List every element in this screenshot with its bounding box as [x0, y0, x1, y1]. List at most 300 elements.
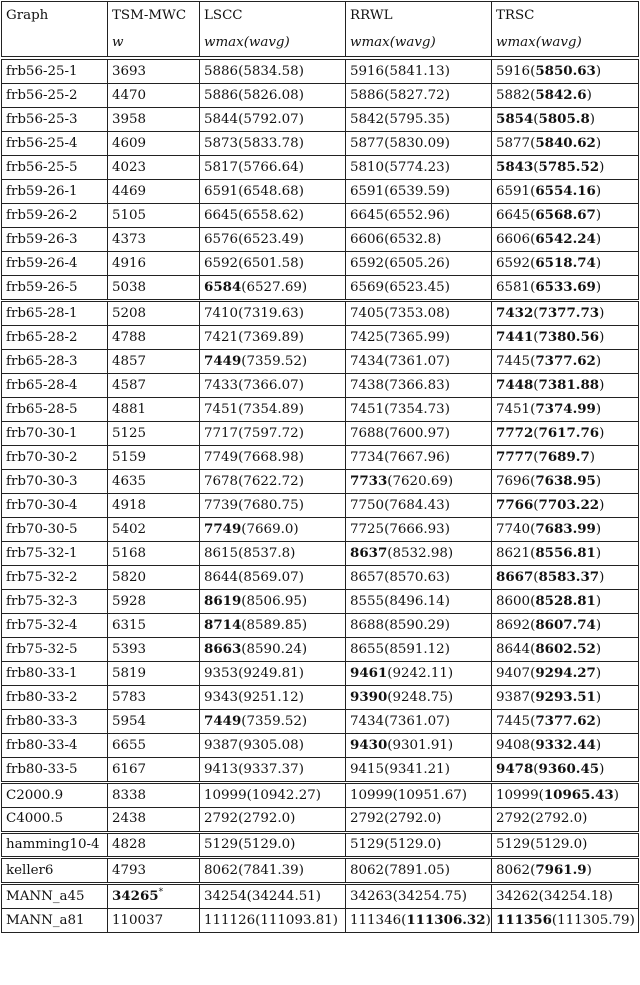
rrwl-max: 111346	[350, 913, 402, 929]
rrwl-max: 10999	[350, 787, 393, 803]
trsc-cell	[492, 832, 639, 858]
rrwl-max: 5877	[350, 135, 385, 151]
graph-name: frb56-25-2	[2, 84, 108, 108]
lscc-avg: 5834.58	[243, 63, 299, 79]
paren-close: )	[444, 353, 450, 369]
paren-open: (	[384, 425, 390, 441]
lscc-max: 7433	[204, 377, 239, 393]
graph-name: frb56-25-4	[2, 132, 108, 156]
lscc-avg: 7841.39	[243, 862, 299, 878]
paren-open: (	[533, 426, 539, 441]
lscc-avg: 7366.07	[243, 377, 299, 393]
paren-close: )	[447, 666, 454, 681]
rrwl-cell	[346, 108, 492, 132]
rrwl-cell	[346, 204, 492, 228]
lscc-max: 5844	[204, 111, 239, 127]
tsm-mwc-value: 4469	[112, 183, 147, 199]
trsc-max: 7451	[496, 402, 531, 417]
paren-open: (	[384, 63, 390, 79]
trsc-avg: 9294.27	[535, 665, 596, 681]
rrwl-avg: 9242.11	[392, 666, 448, 681]
paren-close: )	[301, 594, 308, 609]
table-row	[2, 909, 639, 933]
rrwl-avg: 9301.91	[392, 738, 448, 753]
tsm-mwc-value: 3693	[112, 63, 147, 79]
rrwl-max: 9461	[350, 665, 388, 681]
lscc-max: 111126	[204, 912, 256, 928]
rrwl-avg: 10951.67	[397, 787, 462, 803]
lscc-max: 2792	[204, 811, 239, 827]
trsc-max: 6645	[496, 208, 531, 223]
trsc-max: 2792	[496, 811, 531, 827]
trsc-cell	[492, 710, 639, 734]
table-row	[2, 758, 639, 783]
lscc-avg: 9305.08	[243, 737, 299, 753]
lscc-max: 9353	[204, 665, 239, 681]
trsc-max: 5916	[496, 64, 531, 79]
tsm-mwc-value: 4609	[112, 135, 147, 151]
lscc-max: 7749	[204, 449, 239, 465]
trsc-cell	[492, 276, 639, 301]
paren-close: )	[293, 522, 299, 537]
lscc-avg: 7669.0	[246, 522, 294, 537]
lscc-max: 8619	[204, 593, 242, 609]
paren-open: (	[384, 521, 390, 537]
rrwl-avg: 34254.75	[397, 888, 462, 904]
tsm-mwc-cell	[108, 156, 200, 180]
lscc-avg: 7359.52	[246, 714, 302, 729]
tsm-mwc-value: 2438	[112, 811, 147, 827]
rrwl-avg: 9341.21	[389, 761, 445, 777]
table-row	[2, 518, 639, 542]
paren-open: (	[238, 377, 244, 393]
paren-open: (	[238, 689, 244, 705]
trsc-cell	[492, 228, 639, 252]
tsm-mwc-cell	[108, 542, 200, 566]
rrwl-max: 7688	[350, 425, 385, 441]
header-tsm-mwc: TSM-MWC	[108, 2, 200, 30]
paren-open: (	[533, 330, 539, 345]
lscc-max: 6584	[204, 279, 242, 295]
header-lscc: LSCC	[200, 2, 346, 30]
lscc-cell	[200, 614, 346, 638]
graph-name: frb75-32-2	[2, 566, 108, 590]
table-row	[2, 446, 639, 470]
paren-open: (	[530, 256, 536, 271]
paren-close: )	[595, 184, 602, 199]
paren-close: )	[595, 136, 602, 151]
rrwl-avg: 2792.0	[389, 811, 437, 827]
rrwl-avg: 6523.45	[389, 279, 445, 295]
lscc-cell	[200, 686, 346, 710]
paren-close: )	[589, 112, 595, 127]
trsc-avg: 2792.0	[535, 811, 583, 827]
graph-name: frb80-33-3	[2, 710, 108, 734]
rrwl-avg: 8591.12	[389, 641, 445, 657]
paren-close: )	[290, 545, 296, 561]
rrwl-max: 34263	[350, 888, 393, 904]
paren-close: )	[595, 280, 602, 295]
paren-open: (	[384, 87, 390, 103]
paren-close: )	[298, 473, 304, 489]
trsc-avg: 7381.88	[538, 377, 600, 393]
paren-open: (	[384, 449, 390, 465]
paren-open: (	[530, 666, 536, 681]
graph-name: frb56-25-1	[2, 58, 108, 84]
paren-open: (	[384, 862, 390, 878]
tsm-mwc-cell	[108, 710, 200, 734]
trsc-avg: 7377.62	[535, 713, 596, 729]
tsm-mwc-cell	[108, 108, 200, 132]
rrwl-max: 7425	[350, 329, 385, 345]
paren-close: )	[485, 913, 491, 929]
tsm-mwc-value: 5038	[112, 279, 147, 295]
graph-name: frb65-28-2	[2, 326, 108, 350]
paren-close: )	[332, 912, 339, 928]
lscc-max: 5129	[204, 836, 239, 852]
paren-open: (	[538, 788, 544, 803]
tsm-mwc-cell	[108, 422, 200, 446]
lscc-cell	[200, 301, 346, 326]
trsc-cell	[492, 180, 639, 204]
paren-open: (	[387, 738, 393, 753]
tsm-mwc-value: 4470	[112, 87, 147, 103]
paren-open: (	[530, 714, 536, 729]
trsc-avg: 7683.99	[535, 521, 596, 537]
lscc-avg: 5792.07	[243, 111, 299, 127]
paren-open: (	[238, 207, 244, 223]
paren-open: (	[238, 862, 244, 878]
tsm-mwc-cell	[108, 858, 200, 884]
rrwl-avg: 8532.98	[392, 546, 448, 561]
paren-open: (	[384, 329, 390, 345]
lscc-avg: 5766.64	[243, 159, 299, 175]
tsm-mwc-cell	[108, 374, 200, 398]
lscc-avg: 6548.68	[243, 183, 299, 199]
paren-open: (	[384, 135, 390, 151]
trsc-max: 10999	[496, 788, 539, 803]
lscc-max: 5886	[204, 87, 239, 103]
rrwl-cell	[346, 590, 492, 614]
trsc-avg: 7703.22	[538, 497, 600, 513]
lscc-max: 6645	[204, 207, 239, 223]
trsc-max: 5877	[496, 136, 531, 151]
lscc-avg: 8590.24	[246, 642, 302, 657]
paren-close: )	[461, 787, 467, 803]
rrwl-avg: 6532.8	[389, 231, 437, 247]
paren-close: )	[444, 641, 450, 657]
lscc-cell	[200, 276, 346, 301]
paren-open: (	[238, 135, 244, 151]
rrwl-max: 6569	[350, 279, 385, 295]
trsc-avg: 10965.43	[543, 787, 614, 803]
tsm-mwc-cell	[108, 326, 200, 350]
table-row	[2, 350, 639, 374]
paren-open: (	[401, 913, 407, 929]
rrwl-max: 8555	[350, 593, 385, 609]
paren-close: )	[595, 714, 602, 729]
graph-name: MANN_a81	[2, 909, 108, 933]
lscc-avg: 7622.72	[243, 473, 299, 489]
paren-close: )	[444, 593, 450, 609]
paren-open: (	[533, 160, 539, 175]
tsm-mwc-value: 5168	[112, 545, 147, 561]
paren-close: )	[298, 231, 304, 247]
tsm-mwc-cell	[108, 132, 200, 156]
trsc-avg: 8602.52	[535, 641, 596, 657]
rrwl-avg: 6539.59	[389, 183, 445, 199]
graph-name: frb70-30-5	[2, 518, 108, 542]
paren-open: (	[241, 280, 247, 295]
paren-close: )	[461, 888, 467, 904]
trsc-max: 8692	[496, 618, 531, 633]
paren-open: (	[238, 329, 244, 345]
table-row	[2, 301, 639, 326]
paren-close: )	[595, 642, 602, 657]
rrwl-max: 5810	[350, 159, 385, 175]
paren-close: )	[444, 63, 450, 79]
rrwl-avg: 7684.43	[389, 497, 445, 513]
table-body	[2, 58, 639, 933]
paren-close: )	[586, 863, 592, 879]
rrwl-max: 2792	[350, 811, 385, 827]
rrwl-max: 7734	[350, 449, 385, 465]
lscc-cell	[200, 58, 346, 84]
rrwl-max: 7725	[350, 521, 385, 537]
tsm-mwc-value: 5105	[112, 207, 147, 223]
lscc-cell	[200, 156, 346, 180]
paren-open: (	[384, 183, 390, 199]
rrwl-cell	[346, 686, 492, 710]
paren-open: (	[530, 136, 536, 151]
tsm-mwc-value: 5820	[112, 569, 147, 585]
graph-name: frb59-26-1	[2, 180, 108, 204]
paren-open: (	[530, 863, 536, 879]
trsc-avg: 6533.69	[535, 279, 596, 295]
tsm-mwc-value: 5125	[112, 425, 147, 441]
trsc-max: 7740	[496, 522, 531, 537]
results-table	[1, 1, 639, 933]
tsm-mwc-cell	[108, 590, 200, 614]
paren-open: (	[241, 594, 247, 609]
trsc-avg: 5129.0	[535, 836, 583, 852]
trsc-cell	[492, 132, 639, 156]
paren-close: )	[447, 546, 454, 561]
trsc-max: 7772	[496, 425, 534, 441]
tsm-mwc-value: 6315	[112, 617, 147, 633]
lscc-cell	[200, 374, 346, 398]
paren-close: )	[599, 426, 605, 441]
subheader-lscc: wmax(wavg)	[200, 29, 346, 58]
tsm-mwc-cell	[108, 58, 200, 84]
tsm-mwc-value: 5208	[112, 305, 147, 321]
table-row	[2, 710, 639, 734]
paren-open: (	[246, 888, 252, 904]
table-row	[2, 84, 639, 108]
tsm-mwc-value: 34265	[112, 888, 159, 905]
rrwl-avg: 8590.29	[389, 617, 445, 633]
optimal-marker: *	[158, 887, 164, 898]
paren-close: )	[301, 354, 308, 369]
rrwl-max: 8062	[350, 862, 385, 878]
lscc-max: 7421	[204, 329, 239, 345]
table-row	[2, 590, 639, 614]
lscc-avg: 7680.75	[243, 497, 299, 513]
trsc-cell	[492, 58, 639, 84]
graph-name: frb80-33-4	[2, 734, 108, 758]
rrwl-avg: 7620.69	[392, 474, 448, 489]
table-row	[2, 614, 639, 638]
trsc-max: 9478	[496, 761, 534, 777]
lscc-avg: 8537.8	[243, 545, 291, 561]
trsc-cell	[492, 108, 639, 132]
paren-close: )	[586, 88, 592, 103]
rrwl-cell	[346, 758, 492, 783]
paren-close: )	[315, 787, 321, 803]
paren-open: (	[530, 354, 536, 369]
paren-close: )	[444, 862, 450, 878]
tsm-mwc-cell	[108, 84, 200, 108]
graph-name: frb70-30-1	[2, 422, 108, 446]
trsc-cell	[492, 783, 639, 808]
lscc-avg: 5826.08	[243, 87, 299, 103]
table-row	[2, 686, 639, 710]
paren-open: (	[387, 690, 393, 705]
paren-close: )	[444, 497, 450, 513]
paren-open: (	[530, 64, 536, 79]
lscc-avg: 9249.81	[243, 665, 299, 681]
lscc-max: 5886	[204, 63, 239, 79]
tsm-mwc-cell	[108, 494, 200, 518]
rrwl-max: 5129	[350, 836, 385, 852]
tsm-mwc-value: 4916	[112, 255, 147, 271]
lscc-cell	[200, 662, 346, 686]
trsc-cell	[492, 494, 639, 518]
lscc-avg: 7359.52	[246, 354, 302, 369]
trsc-cell	[492, 590, 639, 614]
rrwl-avg: 5774.23	[389, 159, 445, 175]
lscc-cell	[200, 180, 346, 204]
tsm-mwc-cell	[108, 204, 200, 228]
lscc-avg: 6558.62	[243, 207, 299, 223]
paren-open: (	[241, 714, 247, 729]
lscc-cell	[200, 494, 346, 518]
lscc-avg: 34244.51	[251, 888, 316, 904]
trsc-avg: 7380.56	[538, 329, 600, 345]
lscc-cell	[200, 108, 346, 132]
rrwl-cell	[346, 301, 492, 326]
graph-name: frb65-28-4	[2, 374, 108, 398]
lscc-cell	[200, 710, 346, 734]
lscc-max: 7739	[204, 497, 239, 513]
rrwl-avg: 5830.09	[389, 135, 445, 151]
paren-open: (	[238, 665, 244, 681]
trsc-avg: 7377.62	[535, 353, 596, 369]
paren-close: )	[315, 888, 321, 904]
lscc-max: 7449	[204, 713, 242, 729]
trsc-cell	[492, 204, 639, 228]
paren-open: (	[241, 642, 247, 657]
paren-close: )	[298, 449, 304, 465]
lscc-cell	[200, 326, 346, 350]
paren-close: )	[444, 377, 450, 393]
trsc-avg: 6518.74	[535, 255, 596, 271]
paren-open: (	[238, 836, 244, 852]
paren-close: )	[599, 378, 605, 393]
trsc-cell	[492, 758, 639, 783]
rrwl-cell	[346, 374, 492, 398]
paren-close: )	[301, 280, 308, 295]
lscc-cell	[200, 204, 346, 228]
paren-close: )	[298, 87, 304, 103]
tsm-mwc-cell	[108, 884, 200, 909]
graph-name: frb80-33-5	[2, 758, 108, 783]
paren-close: )	[298, 183, 304, 199]
lscc-max: 7749	[204, 521, 242, 537]
lscc-max: 6592	[204, 255, 239, 271]
lscc-cell	[200, 470, 346, 494]
tsm-mwc-cell	[108, 566, 200, 590]
paren-close: )	[447, 474, 454, 489]
paren-open: (	[387, 546, 393, 561]
rrwl-max: 6645	[350, 207, 385, 223]
trsc-avg: 8583.37	[538, 569, 600, 585]
table-row	[2, 858, 639, 884]
paren-open: (	[238, 255, 244, 271]
paren-open: (	[533, 112, 539, 127]
rrwl-max: 8688	[350, 617, 385, 633]
rrwl-cell	[346, 884, 492, 909]
graph-name: frb75-32-5	[2, 638, 108, 662]
rrwl-avg: 8496.14	[389, 593, 445, 609]
paren-open: (	[530, 280, 536, 295]
rrwl-cell	[346, 84, 492, 108]
rrwl-avg: 5827.72	[389, 87, 445, 103]
paren-close: )	[595, 354, 602, 369]
graph-name: frb70-30-3	[2, 470, 108, 494]
graph-name: MANN_a45	[2, 884, 108, 909]
tsm-mwc-cell	[108, 662, 200, 686]
paren-close: )	[607, 888, 613, 904]
paren-open: (	[384, 811, 390, 827]
paren-open: (	[238, 811, 244, 827]
trsc-cell	[492, 252, 639, 276]
paren-open: (	[384, 836, 390, 852]
header-row	[2, 2, 639, 30]
trsc-avg: 9360.45	[538, 761, 600, 777]
paren-close: )	[444, 87, 450, 103]
table-row	[2, 832, 639, 858]
table-header	[2, 2, 639, 59]
paren-open: (	[238, 737, 244, 753]
trsc-avg: 5785.52	[538, 159, 600, 175]
rrwl-cell	[346, 156, 492, 180]
rrwl-cell	[346, 542, 492, 566]
rrwl-cell	[346, 808, 492, 833]
table-row	[2, 108, 639, 132]
paren-close: )	[447, 738, 454, 753]
paren-close: )	[298, 305, 304, 321]
rrwl-avg: 7365.99	[389, 329, 445, 345]
trsc-max: 7445	[496, 714, 531, 729]
trsc-cell	[492, 638, 639, 662]
trsc-cell	[492, 326, 639, 350]
trsc-avg: 34254.18	[543, 888, 608, 904]
paren-close: )	[444, 569, 450, 585]
subheader-graph	[2, 29, 108, 58]
rrwl-max: 9415	[350, 761, 385, 777]
tsm-mwc-value: 4635	[112, 473, 147, 489]
